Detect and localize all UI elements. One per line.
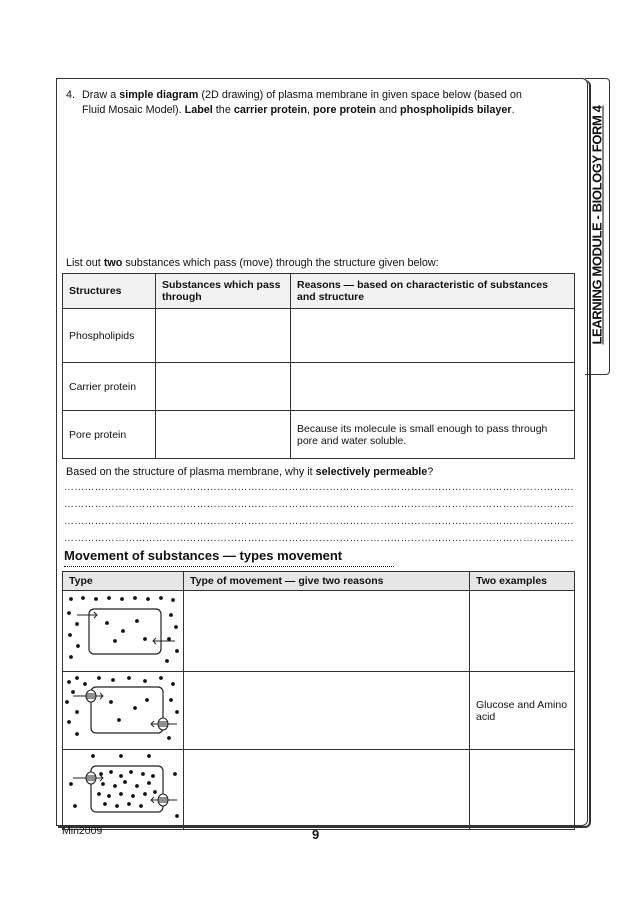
header-structures: Structures [63, 274, 156, 309]
question-4-line-1 [66, 88, 576, 103]
types-table-header [63, 572, 575, 591]
q4-text: Fluid Mosaic Model). [82, 104, 185, 116]
active-transport-diagram [63, 750, 183, 826]
q4-text: . [511, 104, 515, 116]
table-row [63, 309, 575, 363]
structure-cell: Phospholipids [63, 309, 156, 363]
structure-cell: Carrier protein [63, 363, 156, 411]
answer-line[interactable]: …………………………………………………………………………………………………………………………………… [64, 533, 574, 544]
examples-cell[interactable] [470, 750, 575, 830]
header-examples: Two examples [470, 572, 575, 591]
header-reasons: Reasons — based on characteristic of substances and structure [291, 274, 575, 309]
types-table [62, 571, 575, 830]
facilitated-diffusion-diagram [63, 672, 183, 746]
q4-bold: Label [184, 104, 213, 116]
reason-cell: Because its molecule is small enough to pass through pore and water soluble. [291, 411, 575, 459]
substances-cell[interactable] [156, 411, 291, 459]
table-row [63, 672, 575, 750]
footer-author: Min2009 [62, 825, 103, 837]
answer-line[interactable]: …………………………………………………………………………………………………………………………………… [64, 499, 574, 510]
header-type: Type [63, 572, 184, 591]
side-title: LEARNING MODULE - BIOLOGY FORM 4 [589, 105, 605, 345]
header-movement: Type of movement — give two reasons [184, 572, 470, 591]
q4-text: and [376, 104, 401, 116]
movement-reasons-cell[interactable] [184, 750, 470, 830]
reason-cell[interactable] [291, 363, 575, 411]
movement-reasons-cell[interactable] [184, 591, 470, 672]
table-row [63, 363, 575, 411]
q4-bold: carrier protein [233, 104, 308, 116]
list-intro [66, 257, 439, 269]
substances-cell[interactable] [156, 309, 291, 363]
permeable-question [66, 466, 433, 478]
reason-cell[interactable] [291, 309, 575, 363]
question-text: ? [427, 466, 434, 478]
intro-text: List out [66, 257, 104, 269]
page-number: 9 [312, 827, 320, 842]
movement-reasons-cell[interactable] [184, 672, 470, 750]
structure-table-header [63, 274, 575, 309]
structure-cell: Pore protein [63, 411, 156, 459]
movement-title-underline [64, 566, 394, 567]
q4-text: (2D drawing) of plasma membrane in given space below (based on [198, 89, 522, 101]
active-transport-diagram-cell [63, 750, 184, 830]
header-substances: Substances which pass through [156, 274, 291, 309]
question-number: 4. [66, 89, 76, 101]
answer-line[interactable]: …………………………………………………………………………………………………………………………………… [64, 516, 574, 527]
question-4 [66, 88, 576, 118]
table-row [63, 750, 575, 830]
table-row [63, 411, 575, 459]
q4-text: , [307, 104, 314, 116]
facilitated-diagram-cell [63, 672, 184, 750]
q4-bold: pore protein [313, 104, 377, 116]
question-text: Based on the structure of plasma membrane, why it [66, 466, 316, 478]
diffusion-diagram-cell [63, 591, 184, 672]
q4-bold: simple diagram [119, 89, 199, 101]
intro-text: substances which pass (move) through the structure given below: [122, 257, 439, 269]
question-4-line-2 [66, 103, 576, 118]
simple-diffusion-diagram [63, 591, 183, 668]
examples-cell[interactable] [470, 591, 575, 672]
question-bold: selectively permeable [315, 466, 428, 478]
substances-cell[interactable] [156, 363, 291, 411]
q4-bold: phospholipids bilayer [400, 104, 512, 116]
table-row [63, 591, 575, 672]
intro-bold: two [103, 257, 123, 269]
q4-text: the [212, 104, 234, 116]
examples-cell: Glucose and Amino acid [470, 672, 575, 750]
answer-line[interactable]: …………………………………………………………………………………………………………………………………… [64, 482, 574, 493]
movement-title: Movement of substances — types movement [64, 548, 343, 563]
structure-table [62, 273, 575, 459]
q4-text: Draw a [82, 89, 120, 101]
